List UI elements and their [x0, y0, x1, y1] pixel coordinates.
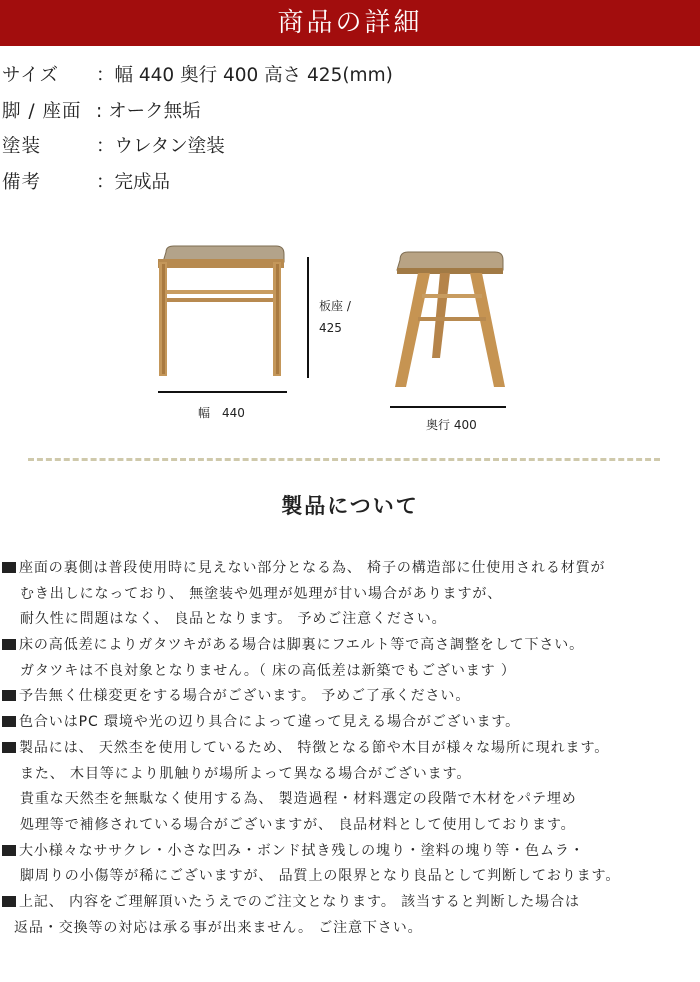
square-bullet-icon [2, 742, 16, 753]
note-text: 処理等で補修されている場合がございますが、 良品材料として使用しております。 [20, 816, 576, 833]
note-line [2, 583, 698, 609]
note-line [2, 634, 698, 660]
spec-label: 塗装 [2, 136, 42, 157]
page-title: 商品の詳細 [277, 8, 423, 38]
note-text: 貴重な天然杢を無駄なく使用する為、 製造過程・材料選定の段階で木材をパテ埋め [20, 791, 577, 808]
spec-row-size [2, 62, 692, 98]
square-bullet-icon [2, 562, 16, 573]
note-line [2, 763, 698, 789]
stool-dimension-diagram [150, 240, 520, 440]
note-line [2, 557, 698, 583]
spec-table [2, 62, 692, 204]
square-bullet-icon [2, 896, 16, 907]
spec-value: ：完成品 [96, 171, 171, 193]
note-line [2, 814, 698, 840]
note-text: 製品には、 天然杢を使用しているため、 特徴となる節や木目が様々な場所に現れます。 [19, 739, 610, 756]
spec-value: : オーク無垢 [96, 100, 201, 122]
note-text: 色合いはPC 環境や光の辺り具合によって違って見える場合がございます。 [19, 714, 521, 731]
note-text: むき出しになっており、 無塗装や処理が処理が甘い場合がありますが、 [20, 585, 503, 602]
stool-front-view [158, 246, 284, 376]
note-line [2, 685, 698, 711]
page-title-banner [0, 0, 700, 46]
square-bullet-icon [2, 845, 16, 856]
note-text: 予告無く仕様変更をする場合がございます。 予めご了承ください。 [19, 688, 471, 705]
note-line [2, 608, 698, 634]
section-title: 製品について [281, 494, 419, 518]
height-value: 425 [319, 321, 342, 335]
note-line [2, 917, 698, 943]
note-text: 座面の裏側は普段使用時に見えない部分となる為、 椅子の構造部に仕使用される材質が [19, 560, 606, 576]
note-line [2, 840, 698, 866]
note-line [2, 891, 698, 917]
note-text: 返品・交換等の対応は承る事が出来ません。 ご注意下さい。 [14, 919, 423, 936]
note-text: ガタツキは不良対象となりません。（ 床の高低差は新築でもございます ） [20, 662, 516, 679]
note-line [2, 737, 698, 763]
section-divider [28, 458, 660, 461]
spec-row-notes [2, 169, 692, 205]
spec-row-material [2, 98, 692, 134]
height-label: 板座 / [319, 299, 351, 313]
note-line [2, 788, 698, 814]
note-text: また、 木目等により肌触りが場所よって異なる場合がございます。 [20, 765, 472, 782]
square-bullet-icon [2, 716, 16, 727]
square-bullet-icon [2, 639, 16, 650]
width-label: 幅 440 [198, 406, 245, 420]
note-line [2, 711, 698, 737]
square-bullet-icon [2, 690, 16, 701]
note-text: 脚周りの小傷等が稀にございますが、 品質上の限界となり良品として判断しております。 [20, 868, 621, 885]
spec-value: ：ウレタン塗装 [96, 136, 225, 157]
note-line [2, 865, 698, 891]
depth-label: 奥行 400 [426, 418, 477, 432]
spec-label: 備考 [2, 171, 42, 193]
note-text: 上記、 内容をご理解頂いたうえでのご注文となります。 該当すると判断した場合は [19, 893, 580, 910]
notes-list [2, 557, 698, 942]
spec-label: サイズ [2, 65, 60, 86]
stool-side-view [395, 252, 505, 387]
spec-value: ：幅 440 奥行 400 高さ 425(mm) [96, 65, 393, 86]
note-line [2, 660, 698, 686]
spec-label: 脚 / 座面 [2, 100, 82, 122]
note-text: 大小様々なササクレ・小さな凹み・ボンド拭き残しの塊り・塗料の塊り等・色ムラ・ [19, 842, 585, 859]
note-text: 床の高低差によりガタツキがある場合は脚裏にフエルト等で高さ調整をして下さい。 [19, 637, 585, 654]
spec-row-finish [2, 133, 692, 169]
note-text: 耐久性に問題はなく、 良品となります。 予めご注意ください。 [20, 611, 447, 628]
